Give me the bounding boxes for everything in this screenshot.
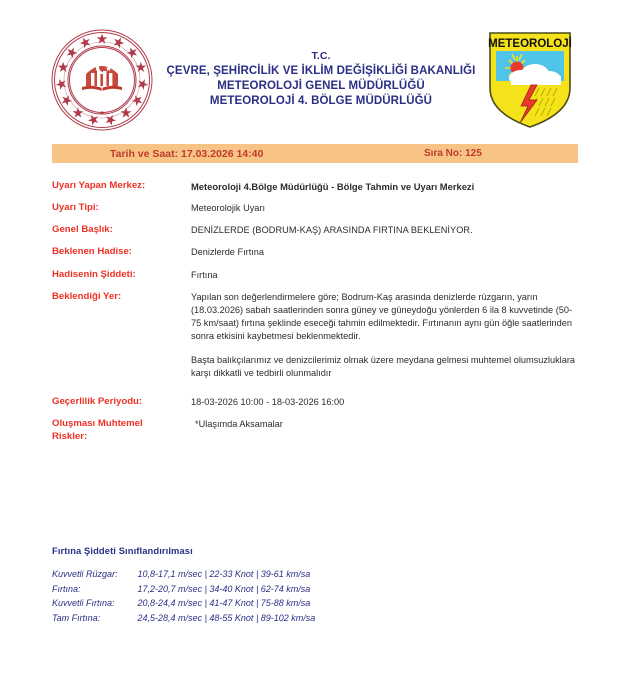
value-possible-risks: *Ulaşımda Aksamalar [195, 419, 283, 430]
label-possible-risks-line-2: Riskler: [52, 430, 88, 442]
datetime-label: Tarih ve Saat: 17.03.2026 14:40 [110, 147, 264, 160]
title-line-ministry: ÇEVRE, ŞEHİRCİLİK VE İKLİM DEĞİŞİKLİĞİ BAKANLIĞI [166, 64, 476, 77]
classification-values: 10,8-17,1 m/sec | 22-33 Knot | 39-61 km/sa [137, 569, 311, 579]
value-event-severity: Fırtına [191, 269, 218, 280]
value-validity-period: 18-03-2026 10:00 - 18-03-2026 16:00 [191, 396, 345, 407]
label-warning-center: Uyarı Yapan Merkez: [52, 180, 146, 191]
row-warning-type [52, 202, 582, 215]
label-expected-place: Beklendiği Yer: [52, 290, 122, 302]
document-header [0, 26, 617, 138]
expected-place-paragraph-2: Başta balıkçılarımız ve denizcilerimiz olmak üzere meydana gelmesi muhtemel olumsuzluklara karşı dikkatli ve tedbirli olunmalıdır [191, 354, 575, 378]
table-row [52, 568, 315, 583]
value-expected-event: Denizlerde Fırtına [191, 247, 265, 258]
row-expected-event [52, 246, 582, 259]
label-possible-risks [52, 418, 191, 444]
classification-name: Kuvvetli Rüzgar: [52, 569, 118, 579]
classification-name: Kuvvetli Fırtına: [52, 598, 115, 608]
classification-table-body [52, 568, 315, 626]
title-line-regional-directorate: METEOROLOJİ 4. BÖLGE MÜDÜRLÜĞÜ [209, 95, 433, 108]
warning-details [52, 180, 582, 453]
row-expected-place [52, 291, 582, 380]
shield-label-text: METEOROLOJİ [488, 38, 572, 50]
classification-values: 20,8-24,4 m/sec | 41-47 Knot | 75-88 km/sa [137, 598, 311, 608]
table-row [52, 612, 315, 627]
serial-number-label: Sıra No: 125 [424, 148, 482, 159]
row-validity-period [52, 396, 582, 409]
table-row [52, 583, 315, 598]
label-event-severity: Hadisenin Şiddeti: [52, 268, 136, 280]
row-possible-risks [52, 418, 582, 444]
value-expected-place [191, 291, 582, 380]
row-event-severity [52, 269, 582, 282]
table-row [52, 597, 315, 612]
label-validity-period: Geçerlilik Periyodu: [52, 395, 143, 407]
classification-values: 17,2-20,7 m/sec | 34-40 Knot | 62-74 km/sa [137, 583, 311, 594]
value-general-title: DENİZLERDE (BODRUM-KAŞ) ARASINDA FIRTINA BEKLENİYOR. [191, 225, 473, 236]
meteoroloji-shield-icon [487, 30, 573, 130]
ministry-seal-icon [50, 28, 154, 132]
date-serial-bar [52, 144, 578, 163]
value-warning-center: Meteoroloji 4.Bölge Müdürlüğü - Bölge Tahmin ve Uyarı Merkezi [191, 181, 475, 192]
title-line-general-directorate: METEOROLOJİ GENEL MÜDÜRLÜĞÜ [217, 80, 425, 93]
label-warning-type: Uyarı Tipi: [52, 202, 99, 214]
label-possible-risks-line-1: Oluşması Muhtemel [52, 418, 143, 430]
title-line-tc: T.C. [311, 50, 331, 62]
row-general-title [52, 224, 582, 237]
classification-name: Fırtına: [52, 583, 81, 594]
label-general-title: Genel Başlık: [52, 224, 113, 236]
expected-place-paragraph-1: Yapılan son değerlendirmelere göre; Bodrum-Kaş arasında denizlerde rüzgarın, yarın (18.03.2026) sabah saatlerinden sonra güney ve güneydoğu yönlerden 6 ila 8 kuvvetinde (50-75 km/saat) fırtına şeklinde eseceği tahmin edilmektedir. Fırtınanın aynı gün öğle saatlerinden sonra etkisini kaybetmesi beklenmektedir. [191, 291, 573, 341]
classification-table [52, 568, 315, 626]
classification-name: Tam Fırtına: [52, 612, 101, 623]
label-expected-event: Beklenen Hadise: [52, 246, 132, 258]
row-warning-center [52, 180, 582, 193]
classification-values: 24,5-28,4 m/sec | 48-55 Knot | 89-102 km/sa [137, 612, 316, 623]
value-warning-type: Meteorolojik Uyarı [191, 203, 266, 214]
storm-severity-classification [52, 545, 472, 626]
document-title-block [158, 50, 484, 109]
classification-heading: Fırtına Şiddeti Sınıflandırılması [52, 545, 193, 556]
